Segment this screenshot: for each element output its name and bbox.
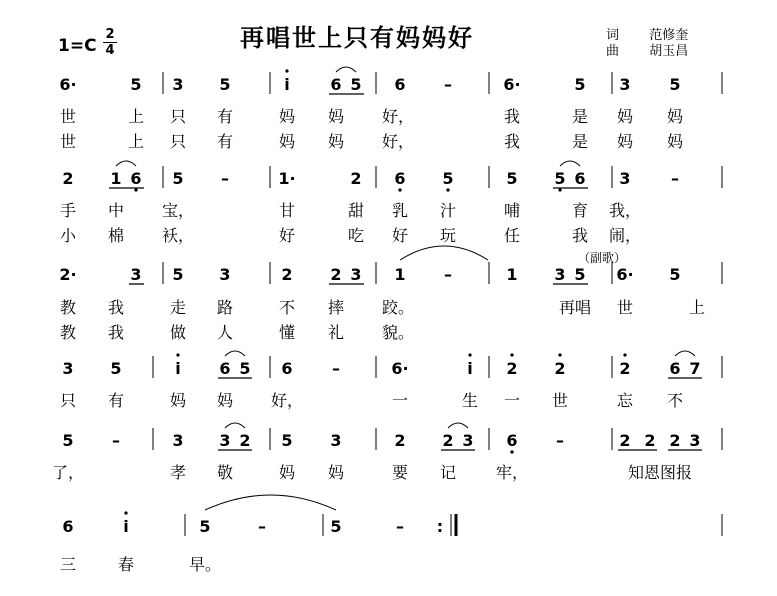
- lyric-r2-l0-5: 摔: [327, 298, 345, 317]
- note-r3-10: 2: [554, 359, 566, 378]
- lyric-r5-l0-2: 早。: [188, 555, 222, 574]
- lyric-r2-l1-0: 教: [59, 323, 77, 342]
- slur-r3-0: [225, 351, 245, 356]
- key-signature: 1=C: [58, 36, 97, 56]
- lyric-r2-l1-4: 懂: [278, 323, 296, 342]
- note-r2-6: 3: [350, 265, 362, 284]
- note-r1-7: 6: [394, 169, 406, 188]
- lyric-r3-l0-7: 一: [503, 391, 521, 410]
- lyric-r2-l1-2: 做: [169, 323, 187, 342]
- lyric-r1-l1-4: 吃: [347, 226, 365, 245]
- lyric-r1-l0-4: 甜: [347, 201, 365, 220]
- note-r2-13: 5: [669, 265, 681, 284]
- lyric-r1-l0-2: 宝，: [161, 201, 195, 220]
- note-r1-1: 1: [110, 169, 122, 188]
- lyric-r4-l0-8: 知恩图报: [627, 463, 693, 482]
- note-r1-11: 6: [574, 169, 586, 188]
- slur-r3-1: [675, 351, 695, 356]
- lyric-r0-l0-6: 好，: [381, 107, 415, 126]
- lyric-r4-l0-0: 了，: [51, 463, 85, 482]
- note-r5-0: 6: [62, 517, 74, 536]
- lyric-r0-l1-9: 妈: [616, 132, 634, 151]
- note-r1-12: 3: [619, 169, 631, 188]
- note-r4-13: 2: [644, 431, 656, 450]
- lyric-r1-l1-3: 好: [278, 226, 296, 245]
- lyric-r3-l0-5: 一: [391, 391, 409, 410]
- note-r3-8: i: [467, 359, 473, 378]
- lyric-r0-l1-3: 有: [216, 132, 234, 151]
- lyric-r4-l0-4: 妈: [327, 463, 345, 482]
- note-r4-9: 3: [462, 431, 474, 450]
- note-r0-10: 5: [574, 75, 586, 94]
- note-r3-2: i: [175, 359, 181, 378]
- note-r0-8: –: [444, 75, 452, 94]
- lyric-r2-l1-3: 人: [216, 323, 234, 342]
- lyric-r2-l0-0: 教: [59, 298, 77, 317]
- lyric-r3-l0-3: 妈: [216, 391, 234, 410]
- note-r3-11: 2: [619, 359, 631, 378]
- lyric-r1-l1-6: 玩: [439, 226, 457, 245]
- lyric-r2-l0-9: 上: [688, 298, 706, 317]
- note-r5-2: 5: [199, 517, 211, 536]
- lyric-r3-l0-0: 只: [59, 391, 77, 410]
- octave-high-dot-r3-11: [623, 353, 626, 356]
- slur-r2-0: [400, 246, 488, 260]
- lyric-r0-l0-2: 只: [169, 107, 187, 126]
- note-r1-9: 5: [506, 169, 518, 188]
- octave-high-dot-r5-1: [124, 511, 127, 514]
- lyric-r2-l0-7: 再唱: [558, 298, 592, 317]
- lyric-r2-l0-2: 走: [169, 298, 187, 317]
- lyric-r4-l0-1: 孝: [169, 463, 187, 482]
- note-r1-8: 5: [442, 169, 454, 188]
- lyric-r2-l1-5: 礼: [327, 323, 345, 342]
- lyric-r4-l0-3: 妈: [278, 463, 296, 482]
- note-r5-3: –: [258, 517, 266, 536]
- lyric-r3-l0-4: 好，: [270, 391, 304, 410]
- note-r4-5: 5: [281, 431, 293, 450]
- note-r2-9: 1: [506, 265, 518, 284]
- lyric-r1-l1-5: 好: [391, 226, 409, 245]
- lyric-r0-l1-1: 上: [127, 132, 145, 151]
- lyric-r0-l0-9: 妈: [616, 107, 634, 126]
- lyric-r0-l1-0: 世: [59, 132, 77, 151]
- lyric-r1-l1-7: 任: [503, 226, 521, 245]
- note-r0-3: 5: [219, 75, 231, 94]
- lyric-r1-l1-8: 我: [571, 226, 589, 245]
- meter-bottom: 4: [105, 43, 115, 58]
- lyric-r0-l1-5: 妈: [327, 132, 345, 151]
- note-r0-4: i: [284, 75, 290, 94]
- note-r0-6: 5: [350, 75, 362, 94]
- note-r0-7: 6: [394, 75, 406, 94]
- slur-r5-0: [205, 495, 336, 510]
- credit-name-lyrics: 范修奎: [649, 28, 689, 43]
- note-r5-4: 5: [330, 517, 342, 536]
- octave-low-dot-r1-7: [398, 188, 401, 191]
- octave-high-dot-r3-2: [176, 353, 179, 356]
- note-r2-7: 1: [394, 265, 406, 284]
- note-r0-11: 3: [619, 75, 631, 94]
- lyric-r2-l0-1: 我: [107, 298, 125, 317]
- note-r1-0: 2: [62, 169, 74, 188]
- lyric-r5-l0-0: 三: [59, 555, 77, 574]
- note-r4-1: –: [112, 431, 120, 450]
- note-r1-5: 1·: [278, 169, 296, 188]
- lyric-r4-l0-5: 要: [391, 463, 409, 482]
- lyric-r2-l0-8: 世: [616, 298, 634, 317]
- note-r5-6: :: [436, 517, 444, 536]
- note-r3-5: 6: [281, 359, 293, 378]
- note-r4-0: 5: [62, 431, 74, 450]
- note-r2-12: 6·: [616, 265, 634, 284]
- lyric-r0-l0-10: 妈: [666, 107, 684, 126]
- note-r4-10: 6: [506, 431, 518, 450]
- lyric-r0-l1-10: 妈: [666, 132, 684, 151]
- lyric-r0-l0-1: 上: [127, 107, 145, 126]
- lyric-r3-l0-6: 生: [461, 391, 479, 410]
- note-r1-2: 6: [130, 169, 142, 188]
- lyric-r0-l0-8: 是: [571, 107, 589, 126]
- lyric-r0-l0-4: 妈: [278, 107, 296, 126]
- note-r4-6: 3: [330, 431, 342, 450]
- note-r2-11: 5: [574, 265, 586, 284]
- lyric-r4-l0-2: 敬: [216, 463, 234, 482]
- note-r1-13: –: [671, 169, 679, 188]
- lyric-r1-l0-8: 育: [571, 201, 589, 220]
- note-r0-2: 3: [172, 75, 184, 94]
- note-r3-4: 5: [239, 359, 251, 378]
- note-r4-14: 2: [669, 431, 681, 450]
- lyric-r0-l1-6: 好，: [381, 132, 415, 151]
- slur-r0-0: [336, 67, 356, 72]
- octave-low-dot-r1-10: [558, 188, 561, 191]
- note-r3-3: 6: [219, 359, 231, 378]
- octave-high-dot-r3-8: [468, 353, 471, 356]
- lyric-r0-l0-3: 有: [216, 107, 234, 126]
- note-r3-12: 6: [669, 359, 681, 378]
- slur-r1-0: [116, 161, 136, 166]
- lyric-r1-l0-3: 甘: [278, 201, 296, 220]
- lyric-r3-l0-2: 妈: [169, 391, 187, 410]
- credit-role-music: 曲: [606, 44, 620, 59]
- meter-top: 2: [105, 27, 115, 42]
- note-r4-7: 2: [394, 431, 406, 450]
- lyric-r0-l1-7: 我: [503, 132, 521, 151]
- lyric-r1-l0-1: 中: [107, 201, 125, 220]
- slur-r4-1: [448, 423, 468, 428]
- note-r2-0: 2·: [59, 265, 77, 284]
- lyric-r1-l0-9: 我，: [608, 201, 642, 220]
- lyric-r1-l0-6: 汁: [439, 201, 457, 220]
- lyric-r2-l0-4: 不: [278, 298, 296, 317]
- lyric-r2-l1-6: 貌。: [381, 323, 415, 342]
- octave-high-dot-r3-10: [558, 353, 561, 356]
- note-r5-5: –: [396, 517, 404, 536]
- note-r4-4: 2: [239, 431, 251, 450]
- note-r2-1: 3: [130, 265, 142, 284]
- octave-high-dot-r0-4: [285, 69, 288, 72]
- lyric-r5-l0-1: 春: [117, 555, 135, 574]
- note-r3-13: 7: [689, 359, 701, 378]
- lyric-r0-l1-2: 只: [169, 132, 187, 151]
- note-r3-1: 5: [110, 359, 122, 378]
- note-r1-3: 5: [172, 169, 184, 188]
- octave-low-dot-r1-2: [134, 188, 137, 191]
- note-r4-8: 2: [442, 431, 454, 450]
- lyric-r1-l0-5: 乳: [391, 201, 409, 220]
- note-r1-10: 5: [554, 169, 566, 188]
- note-r0-0: 6·: [59, 75, 77, 94]
- note-r4-3: 3: [219, 431, 231, 450]
- lyric-r1-l1-0: 小: [59, 226, 77, 245]
- note-r4-11: –: [556, 431, 564, 450]
- song-title: 再唱世上只有妈妈好: [240, 24, 474, 52]
- note-r5-1: i: [123, 517, 129, 536]
- lyric-r0-l0-5: 妈: [327, 107, 345, 126]
- note-r3-7: 6·: [391, 359, 409, 378]
- note-r1-6: 2: [350, 169, 362, 188]
- note-r4-2: 3: [172, 431, 184, 450]
- lyric-r3-l0-8: 世: [551, 391, 569, 410]
- lyric-r0-l1-8: 是: [571, 132, 589, 151]
- note-r2-8: –: [444, 265, 452, 284]
- note-r4-12: 2: [619, 431, 631, 450]
- lyric-r0-l0-7: 我: [503, 107, 521, 126]
- lyric-r1-l1-2: 袄，: [161, 226, 195, 245]
- note-r2-5: 2: [330, 265, 342, 284]
- note-r1-4: –: [221, 169, 229, 188]
- octave-low-dot-r4-10: [510, 450, 513, 453]
- note-r4-15: 3: [689, 431, 701, 450]
- lyric-r3-l0-9: 忘: [616, 391, 634, 410]
- lyric-r1-l0-7: 哺: [503, 201, 521, 220]
- lyric-r1-l0-0: 手: [59, 201, 77, 220]
- note-r0-9: 6·: [503, 75, 521, 94]
- note-r0-5: 6: [330, 75, 342, 94]
- note-r3-0: 3: [62, 359, 74, 378]
- lyric-r2-l1-1: 我: [107, 323, 125, 342]
- lyric-r1-l1-1: 棉: [107, 226, 125, 245]
- slur-r4-0: [225, 423, 245, 428]
- slur-r1-1: [560, 161, 580, 166]
- lyric-r4-l0-6: 记: [439, 463, 457, 482]
- lyric-r3-l0-1: 有: [107, 391, 125, 410]
- lyric-r4-l0-7: 牢，: [495, 463, 529, 482]
- note-r3-6: –: [332, 359, 340, 378]
- octave-high-dot-r3-9: [510, 353, 513, 356]
- lyric-r1-l1-9: 闹，: [608, 226, 642, 245]
- credit-role-lyrics: 词: [606, 28, 620, 43]
- chorus-annotation: （副歌）: [578, 251, 627, 265]
- note-r3-9: 2: [506, 359, 518, 378]
- note-r2-3: 3: [219, 265, 231, 284]
- lyric-r2-l0-6: 跤。: [381, 298, 415, 317]
- note-r0-12: 5: [669, 75, 681, 94]
- lyric-r0-l1-4: 妈: [278, 132, 296, 151]
- note-r2-4: 2: [281, 265, 293, 284]
- note-r2-2: 5: [172, 265, 184, 284]
- note-r0-1: 5: [130, 75, 142, 94]
- credit-name-music: 胡玉昌: [649, 44, 689, 59]
- octave-low-dot-r1-8: [446, 188, 449, 191]
- lyric-r0-l0-0: 世: [59, 107, 77, 126]
- lyric-r3-l0-10: 不: [666, 391, 684, 410]
- lyric-r2-l0-3: 路: [216, 298, 234, 317]
- note-r2-10: 3: [554, 265, 566, 284]
